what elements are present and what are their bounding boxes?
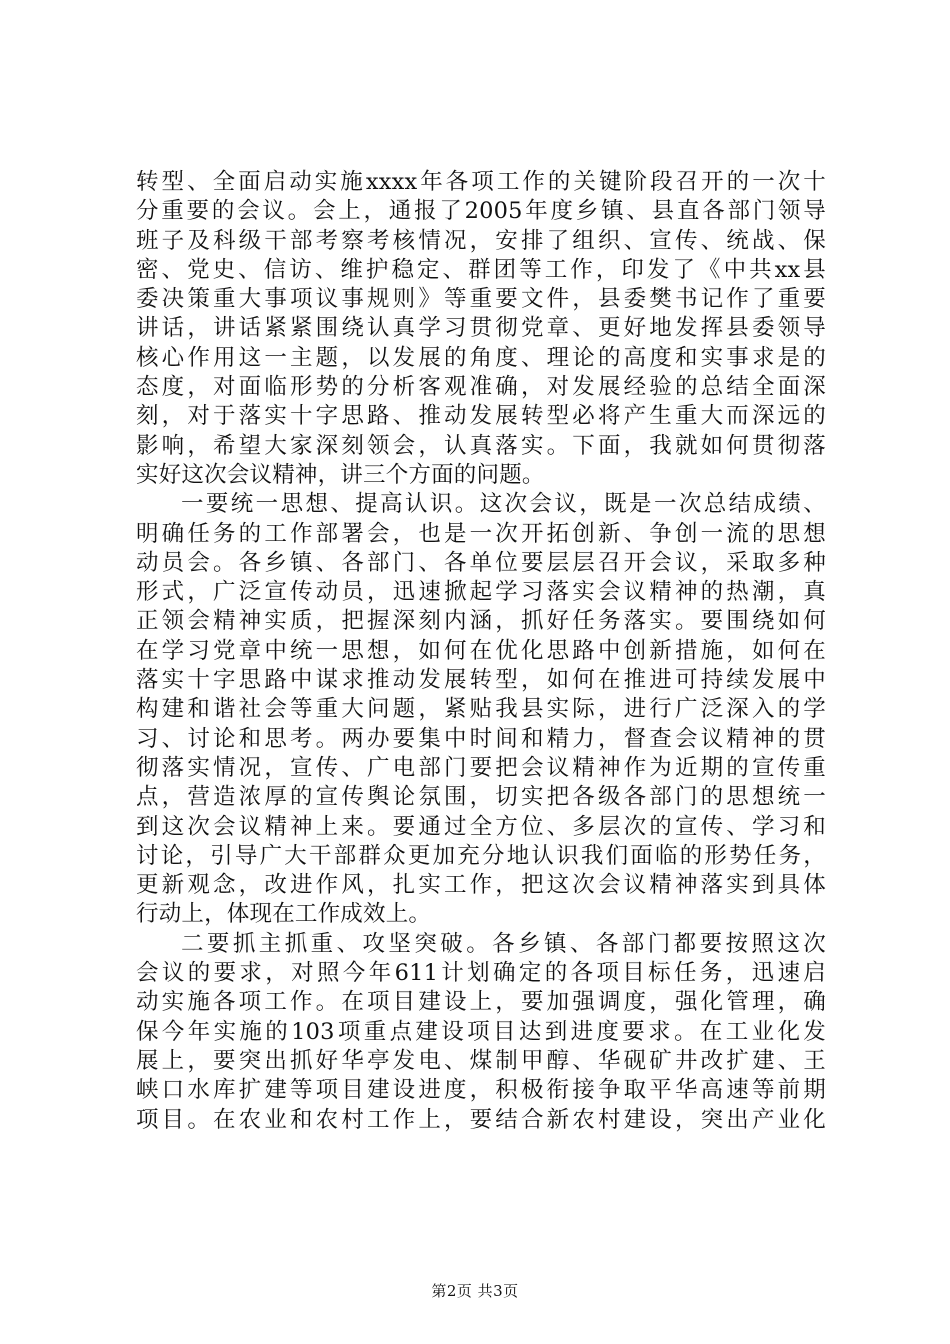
text-line: 分重要的会议。会上，通报了2005年度乡镇、县直各部门领导: [136, 198, 826, 225]
text-line: 落实十字思路中谋求推动发展转型，如何在推进可持续发展中: [136, 667, 826, 694]
text-line: 委决策重大事项议事规则》等重要文件，县委樊书记作了重要: [136, 286, 826, 313]
text-line: 核心作用这一主题，以发展的角度、理论的高度和实事求是的: [136, 344, 826, 371]
text-line: 保今年实施的103项重点建设项目达到进度要求。在工业化发: [136, 1018, 826, 1045]
paragraph-first-line: 一要统一思想、提高认识。这次会议，既是一次总结成绩、: [181, 491, 826, 518]
text-line: 习、讨论和思考。两办要集中时间和精力，督查会议精神的贯: [136, 725, 826, 752]
text-line: 密、党史、信访、维护稳定、群团等工作，印发了《中共xx县: [136, 256, 826, 283]
text-line: 转型、全面启动实施xxxx年各项工作的关键阶段召开的一次十: [136, 169, 826, 195]
paragraph-first-line: 二要抓主抓重、攻坚突破。各乡镇、各部门都要按照这次: [181, 930, 826, 957]
text-line: 形式，广泛宣传动员，迅速掀起学习落实会议精神的热潮，真: [136, 579, 826, 606]
text-line: 刻，对于落实十字思路、推动发展转型必将产生重大而深远的: [136, 403, 826, 430]
text-line: 实好这次会议精神，讲三个方面的问题。: [136, 461, 545, 488]
text-line: 班子及科级干部考察考核情况，安排了组织、宣传、统战、保: [136, 227, 826, 254]
text-line: 正领会精神实质，把握深刻内涵，抓好任务落实。要围绕如何: [136, 608, 826, 635]
document-body: [136, 168, 826, 1135]
text-line: 项目。在农业和农村工作上，要结合新农村建设，突出产业化: [136, 1106, 826, 1133]
page-footer: 第2页 共3页: [431, 1282, 519, 1300]
text-line: 会议的要求，对照今年611计划确定的各项目标任务，迅速启: [136, 960, 826, 987]
text-line: 动实施各项工作。在项目建设上，要加强调度，强化管理，确: [136, 989, 826, 1016]
text-line: 讨论，引导广大干部群众更加充分地认识我们面临的形势任务，: [136, 842, 826, 869]
text-line: 构建和谐社会等重大问题，紧贴我县实际，进行广泛深入的学: [136, 696, 826, 723]
text-line: 到这次会议精神上来。要通过全方位、多层次的宣传、学习和: [136, 813, 826, 840]
text-line: 行动上，体现在工作成效上。: [136, 901, 432, 928]
text-line: 彻落实情况，宣传、广电部门要把会议精神作为近期的宣传重: [136, 754, 826, 781]
text-line: 展上，要突出抓好华亭发电、煤制甲醇、华砚矿井改扩建、王: [136, 1047, 826, 1074]
text-line: 讲话，讲话紧紧围绕认真学习贯彻党章、更好地发挥县委领导: [136, 315, 826, 342]
text-line: 影响，希望大家深刻领会，认真落实。下面，我就如何贯彻落: [136, 432, 826, 459]
text-line: 峡口水库扩建等项目建设进度，积极衔接争取平华高速等前期: [136, 1077, 826, 1104]
text-line: 明确任务的工作部署会，也是一次开拓创新、争创一流的思想: [136, 520, 826, 547]
text-line: 点，营造浓厚的宣传舆论氛围，切实把各级各部门的思想统一: [136, 784, 826, 811]
text-line: 动员会。各乡镇、各部门、各单位要层层召开会议，采取多种: [136, 549, 826, 576]
text-line: 在学习党章中统一思想，如何在优化思路中创新措施，如何在: [136, 637, 826, 664]
text-line: 更新观念，改进作风，扎实工作，把这次会议精神落实到具体: [136, 872, 826, 899]
text-line: 态度，对面临形势的分析客观准确，对发展经验的总结全面深: [136, 374, 826, 401]
